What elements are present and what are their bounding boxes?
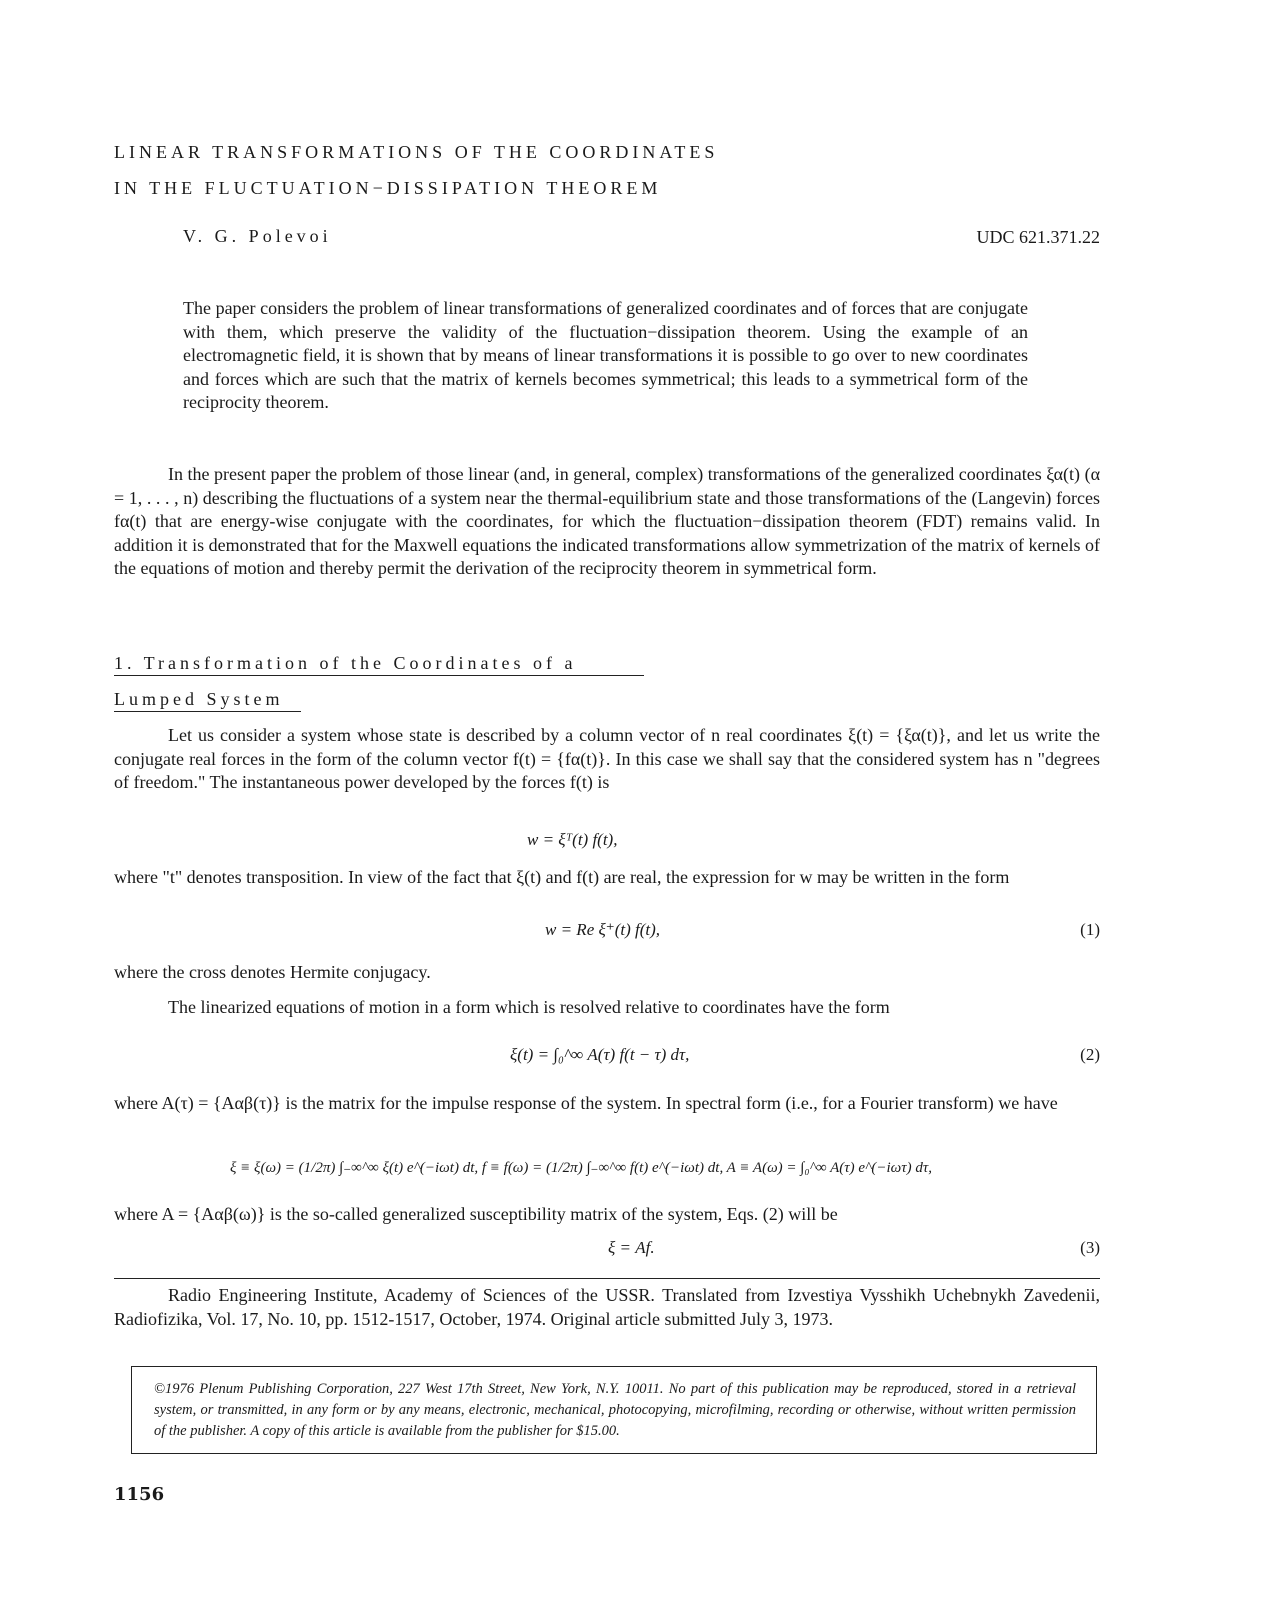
section-heading-2-wrap — [114, 689, 301, 712]
page-number: 1156 — [114, 1484, 165, 1505]
equation-fourier: ξ ≡ ξ(ω) = (1/2π) ∫₋∞^∞ ξ(t) e^(−iωt) dt, f ≡ f(ω) = (1/2π) ∫₋∞^∞ f(t) e^(−iωt) dt, A ≡ A(ω) = ∫₀^∞ A(τ) e^(−iωτ) dτ, — [230, 1160, 932, 1176]
section-para-6: where A = {Aαβ(ω)} is the so-called generalized susceptibility matrix of the system, Eqs. (2) will be — [114, 1204, 838, 1224]
footnote-rule — [114, 1278, 1100, 1279]
section-para-3: where the cross denotes Hermite conjugacy. — [114, 962, 431, 982]
footnote: Radio Engineering Institute, Academy of Sciences of the USSR. Translated from Izvestiya Vysshikh Uchebnykh Zavedenii, Radiofizika, Vol. 17, No. 10, pp. 1512-1517, October, 1974. Original article submitted July 3, 1973. — [114, 1285, 1100, 1329]
section-heading-line-1: 1. Transformation of the Coordinates of a — [114, 653, 644, 676]
title-line-2: IN THE FLUCTUATION−DISSIPATION THEOREM — [114, 178, 662, 198]
section-para-4: The linearized equations of motion in a form which is resolved relative to coordinates have the form — [168, 997, 890, 1017]
section-heading-line-2: Lumped System — [114, 689, 301, 712]
title-line-1: LINEAR TRANSFORMATIONS OF THE COORDINATES — [114, 142, 719, 162]
section-heading — [114, 653, 644, 676]
author: V. G. Polevoi — [183, 226, 332, 246]
equation-2-number: (2) — [1080, 1045, 1100, 1064]
copyright-box: ©1976 Plenum Publishing Corporation, 227 West 17th Street, New York, N.Y. 10011. No part of this publication may be reproduced, stored in a retrieval system, or transmitted, in any form or by any means, electronic, mechanical, photocopying, microfilming, recording or otherwise, without written permission of the publisher. A copy of this article is available from the publisher for $15.00. — [131, 1366, 1097, 1454]
abstract: The paper considers the problem of linear transformations of generalized coordinates and of forces that are conjugate with them, which preserve the validity of the fluctuation−dissipation theorem. Using the example of an electromagnetic field, it is shown that by means of linear transformations it is possible to go over to new coordinates and forces which are such that the matrix of kernels becomes symmetrical; this leads to a symmetrical form of the reciprocity theorem. — [183, 298, 1028, 412]
section-para-2: where "t" denotes transposition. In view of the fact that ξ(t) and f(t) are real, the expression for w may be written in the form — [114, 867, 1010, 887]
equation-2: ξ(t) = ∫₀^∞ A(τ) f(t − τ) dτ, — [510, 1045, 690, 1064]
section-para-1: Let us consider a system whose state is described by a column vector of n real coordinates ξ(t) = {ξα(t)}, and let us write the conjugate real forces in the form of the column vector f(t) = {fα(t)}. In this case we shall say that the considered system has n "degrees of freedom." The instantaneous power developed by the forces f(t) is — [114, 725, 1100, 792]
udc-code: UDC 621.371.22 — [976, 227, 1100, 247]
equation-1-number: (1) — [1080, 920, 1100, 939]
equation-1: w = Re ξ⁺(t) f(t), — [545, 920, 661, 939]
equation-3-number: (3) — [1080, 1238, 1100, 1257]
intro-paragraph: In the present paper the problem of those linear (and, in general, complex) transformations of the generalized coordinates ξα(t) (α = 1, . . . , n) describing the fluctuations of a system near the thermal-equilibrium state and those transformations of the (Langevin) forces fα(t) that are energy-wise conjugate with the coordinates, for which the fluctuation−dissipation theorem (FDT) remains valid. In addition it is demonstrated that for the Maxwell equations the indicated transformations allow symmetrization of the matrix of kernels of the equations of motion and thereby permit the derivation of the reciprocity theorem in symmetrical form. — [114, 464, 1100, 578]
section-para-5: where A(τ) = {Aαβ(τ)} is the matrix for the impulse response of the system. In spectral form (i.e., for a Fourier transform) we have — [114, 1093, 1058, 1113]
equation-3: ξ = Af. — [608, 1238, 655, 1257]
equation-power: w = ξᵀ(t) f(t), — [527, 830, 618, 849]
